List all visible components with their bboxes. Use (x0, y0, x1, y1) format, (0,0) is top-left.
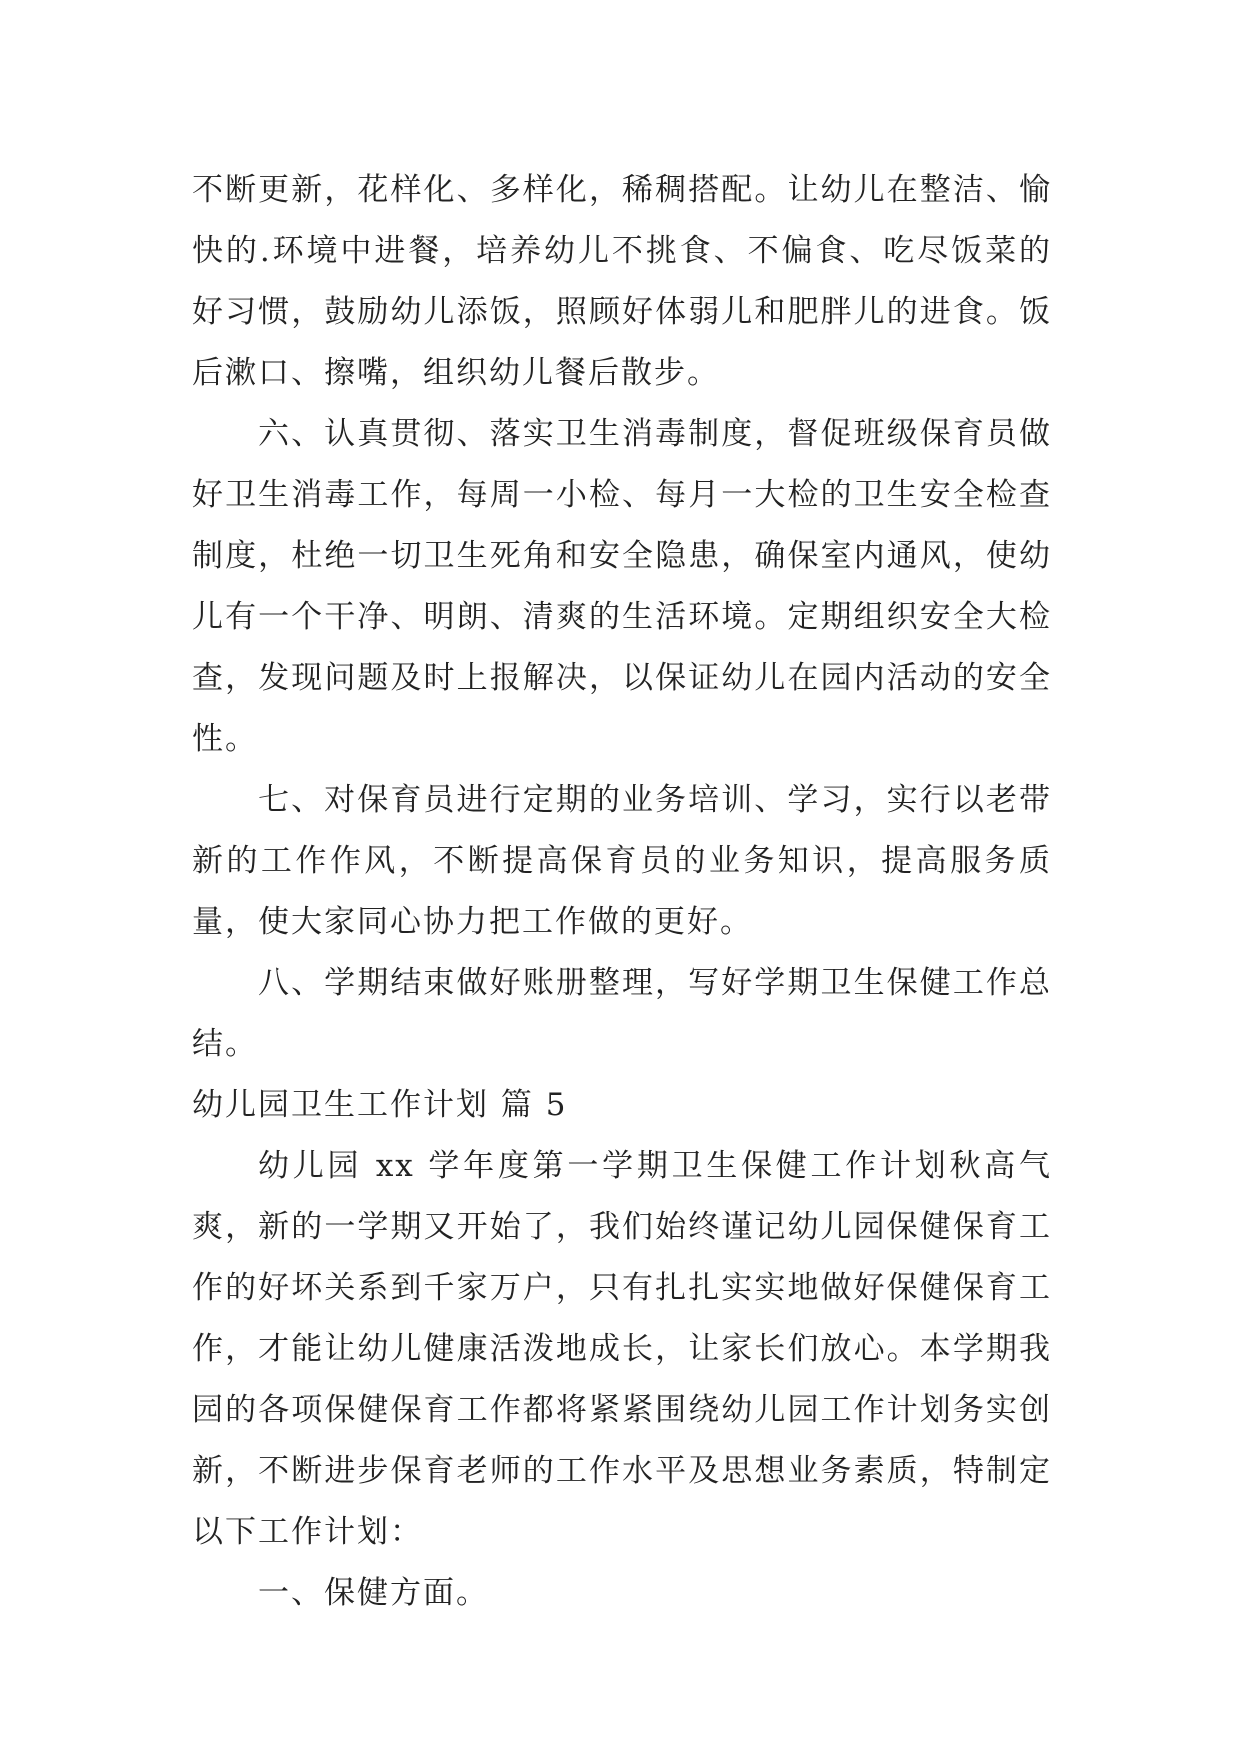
document-body (192, 160, 1052, 1624)
paragraph-item-7: 七、对保育员进行定期的业务培训、学习，实行以老带新的工作作风，不断提高保育员的业务知识，提高服务质量，使大家同心协力把工作做的更好。 (192, 782, 1052, 940)
paragraph-health-heading: 一、保健方面。 (258, 1575, 489, 1611)
paragraph-item-6: 六、认真贯彻、落实卫生消毒制度，督促班级保育员做好卫生消毒工作，每周一小检、每月一大检的卫生安全检查制度，杜绝一切卫生死角和安全隐患，确保室内通风，使幼儿有一个干净、明朗、清爽的生活环境。定期组织安全大检查，发现问题及时上报解决，以保证幼儿在园内活动的安全性。 (192, 416, 1052, 757)
paragraph-meal-habits: 不断更新，花样化、多样化，稀稠搭配。让幼儿在整洁、愉快的.环境中进餐，培养幼儿不挑食、不偏食、吃尽饭菜的好习惯，鼓励幼儿添饭，照顾好体弱儿和肥胖儿的进食。饭后漱口、擦嘴，组织幼儿餐后散步。 (192, 172, 1052, 391)
section-title: 幼儿园卫生工作计划 篇 5 (192, 1087, 568, 1123)
paragraph-intro: 幼儿园 xx 学年度第一学期卫生保健工作计划秋高气爽，新的一学期又开始了，我们始终谨记幼儿园保健保育工作的好坏关系到千家万户，只有扎扎实实地做好保健保育工作，才能让幼儿健康活泼地成长，让家长们放心。本学期我园的各项保健保育工作都将紧紧围绕幼儿园工作计划务实创新，不断进步保育老师的工作水平及思想业务素质，特制定以下工作计划： (192, 1148, 1052, 1550)
paragraph-item-8: 八、学期结束做好账册整理，写好学期卫生保健工作总结。 (192, 965, 1052, 1062)
